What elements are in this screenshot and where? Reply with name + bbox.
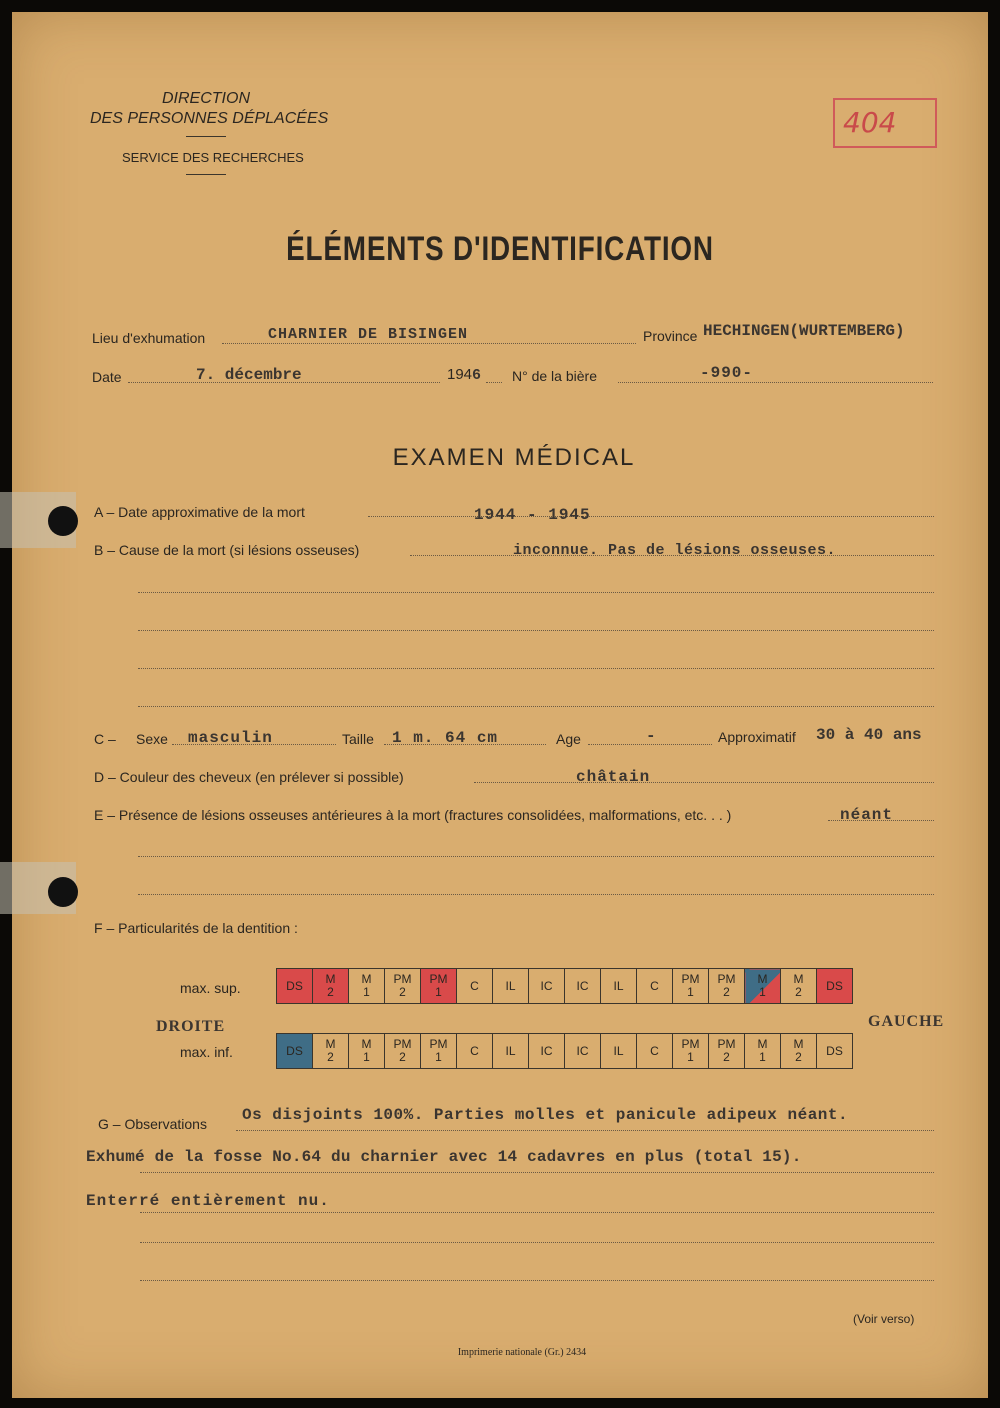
tooth-code: DS — [286, 1043, 303, 1058]
upper-tooth-cell — [457, 969, 493, 1004]
tooth-code: DS — [286, 978, 303, 993]
date-year-printed: 194 — [447, 366, 473, 383]
tooth-code: C — [650, 1043, 659, 1058]
biere-label: N° de la bière — [512, 368, 597, 384]
date-year-typed: 6 — [472, 367, 482, 384]
lower-tooth-cell — [277, 1034, 313, 1069]
lower-tooth-cell — [745, 1034, 781, 1069]
g-label: G – Observations — [98, 1116, 207, 1132]
b-value: inconnue. Pas de lésions osseuses. — [513, 542, 837, 559]
lower-tooth-cell — [493, 1034, 529, 1069]
date-year — [447, 366, 481, 384]
tooth-code: M — [361, 972, 372, 986]
taille-value: 1 m. 64 cm — [392, 729, 499, 747]
lower-tooth-cell — [673, 1034, 709, 1069]
lower-tooth-cell — [637, 1034, 673, 1069]
b-line-2 — [138, 592, 934, 593]
tooth-code: M — [757, 1037, 768, 1051]
tooth-code: C — [470, 1043, 479, 1058]
form-sheet — [12, 12, 988, 1398]
e-line-2 — [138, 856, 934, 857]
b-label: B – Cause de la mort (si lésions osseuses) — [94, 542, 360, 558]
upper-tooth-cell — [673, 969, 709, 1004]
upper-tooth-cell — [601, 969, 637, 1004]
upper-tooth-cell — [421, 969, 457, 1004]
file-number: 404 — [843, 106, 897, 139]
f-label: F – Particularités de la dentition : — [94, 920, 298, 936]
d-value: châtain — [576, 768, 651, 786]
tooth-code: DS — [826, 1043, 843, 1058]
header-rule-2 — [186, 174, 226, 175]
tooth-code: PM — [393, 1037, 412, 1051]
g-dotline-4 — [140, 1242, 934, 1243]
date-label: Date — [92, 369, 122, 385]
printer-note: Imprimerie nationale (Gr.) 2434 — [457, 1347, 587, 1358]
lower-tooth-cell — [781, 1034, 817, 1069]
d-label: D – Couleur des cheveux (en prélever si possible) — [94, 769, 404, 785]
sexe-value: masculin — [188, 729, 273, 747]
section-title: EXAMEN MÉDICAL — [392, 444, 636, 471]
lieu-label: Lieu d'exhumation — [92, 330, 206, 346]
e-label: E – Présence de lésions osseuses antérieures à la mort (fractures consolidées, malformations, etc. . . ) — [94, 807, 732, 823]
dental-chart-lower — [276, 1033, 853, 1069]
upper-tooth-cell — [313, 969, 349, 1004]
dental-chart-upper — [276, 968, 853, 1004]
age-label: Age — [556, 731, 581, 747]
tooth-code: M — [325, 1037, 336, 1051]
tooth-code: IC — [576, 1043, 589, 1058]
punch-hole-top — [48, 506, 78, 536]
observation-line-2: Exhumé de la fosse No.64 du charnier avec 14 cadavres en plus (total 15). — [86, 1148, 802, 1166]
a-label: A – Date approximative de la mort — [94, 504, 305, 520]
tooth-number: 2 — [327, 985, 334, 999]
e-value: néant — [840, 806, 894, 824]
age-value: - — [646, 727, 657, 745]
upper-tooth-cell — [493, 969, 529, 1004]
lieu-value: CHARNIER DE BISINGEN — [268, 326, 469, 343]
taille-label: Taille — [342, 731, 374, 747]
tooth-number: 1 — [363, 1050, 370, 1064]
org-line-1: DIRECTION — [162, 90, 250, 107]
biere-value: -990- — [700, 364, 754, 382]
upper-tooth-cell — [385, 969, 421, 1004]
tooth-number: 2 — [795, 985, 802, 999]
lower-tooth-cell — [385, 1034, 421, 1069]
lower-tooth-cell — [529, 1034, 565, 1069]
a-dotline — [368, 516, 934, 517]
g-dotline-5 — [140, 1280, 934, 1281]
voir-verso: (Voir verso) — [853, 1312, 915, 1326]
upper-tooth-cell — [781, 969, 817, 1004]
lower-tooth-cell — [565, 1034, 601, 1069]
b-line-3 — [138, 630, 934, 631]
tooth-code: PM — [717, 972, 736, 986]
tooth-code: PM — [717, 1037, 736, 1051]
tooth-number: 1 — [435, 1050, 442, 1064]
tooth-code: C — [470, 978, 479, 993]
lower-tooth-cell — [421, 1034, 457, 1069]
tooth-code: IL — [505, 1043, 516, 1058]
max-sup-label: max. sup. — [180, 980, 241, 996]
lower-tooth-cell — [709, 1034, 745, 1069]
tooth-number: 2 — [327, 1050, 334, 1064]
g-dotline-3 — [140, 1212, 934, 1213]
g-dotline-1 — [236, 1130, 934, 1131]
tooth-code: M — [361, 1037, 372, 1051]
g-dotline-2 — [140, 1172, 934, 1173]
tooth-code: IC — [540, 1043, 553, 1058]
header-rule-1 — [186, 136, 226, 137]
b-line-5 — [138, 706, 934, 707]
tooth-number: 1 — [687, 985, 694, 999]
tooth-number: 2 — [795, 1050, 802, 1064]
lower-tooth-cell — [349, 1034, 385, 1069]
droite-label: DROITE — [156, 1018, 226, 1035]
tooth-number: 1 — [687, 1050, 694, 1064]
tooth-code: IC — [576, 978, 589, 993]
province-value: HECHINGEN(WURTEMBERG) — [703, 322, 905, 340]
tooth-code: IC — [540, 978, 553, 993]
lower-tooth-cell — [457, 1034, 493, 1069]
gauche-label: GAUCHE — [868, 1013, 945, 1030]
observation-line-1: Os disjoints 100%. Parties molles et panicule adipeux néant. — [242, 1106, 849, 1124]
c-letter: C – — [94, 731, 116, 747]
tooth-number: 1 — [435, 985, 442, 999]
upper-tooth-cell — [277, 969, 313, 1004]
org-line-2: DES PERSONNES DÉPLACÉES — [90, 110, 329, 127]
lower-tooth-cell — [601, 1034, 637, 1069]
tooth-code: IL — [613, 1043, 624, 1058]
tooth-number: 2 — [723, 1050, 730, 1064]
lieu-dotline — [222, 343, 636, 344]
upper-tooth-cell — [529, 969, 565, 1004]
approx-value: 30 à 40 ans — [816, 726, 922, 744]
tooth-code: M — [757, 972, 768, 986]
tooth-code: C — [650, 978, 659, 993]
tooth-code: M — [793, 1037, 804, 1051]
page-title: ÉLÉMENTS D'IDENTIFICATION — [286, 230, 714, 268]
observation-line-3: Enterré entièrement nu. — [86, 1192, 330, 1210]
tooth-number: 1 — [759, 1050, 766, 1064]
date-value: 7. décembre — [196, 366, 302, 384]
province-label: Province — [643, 328, 698, 344]
tooth-code: PM — [429, 972, 448, 986]
tooth-code: DS — [826, 978, 843, 993]
tooth-number: 2 — [399, 1050, 406, 1064]
tooth-number: 1 — [759, 985, 766, 999]
upper-tooth-cell — [349, 969, 385, 1004]
lower-tooth-cell — [817, 1034, 853, 1069]
e-line-3 — [138, 894, 934, 895]
service-line: SERVICE DES RECHERCHES — [122, 150, 304, 165]
tooth-code: M — [793, 972, 804, 986]
a-value: 1944 - 1945 — [474, 506, 591, 524]
upper-tooth-cell — [709, 969, 745, 1004]
b-line-4 — [138, 668, 934, 669]
punch-hole-bottom — [48, 877, 78, 907]
d-dotline — [474, 782, 934, 783]
lower-tooth-cell — [313, 1034, 349, 1069]
tooth-code: IL — [613, 978, 624, 993]
sexe-label: Sexe — [136, 731, 168, 747]
year-dotline — [486, 382, 502, 383]
tooth-code: PM — [429, 1037, 448, 1051]
upper-tooth-cell — [637, 969, 673, 1004]
tooth-code: PM — [681, 1037, 700, 1051]
tooth-number: 2 — [399, 985, 406, 999]
upper-tooth-cell — [745, 969, 781, 1004]
biere-dotline — [618, 382, 933, 383]
tooth-code: PM — [681, 972, 700, 986]
tooth-number: 1 — [363, 985, 370, 999]
approx-label: Approximatif — [718, 729, 796, 745]
tooth-code: M — [325, 972, 336, 986]
max-inf-label: max. inf. — [180, 1044, 233, 1060]
tooth-number: 2 — [723, 985, 730, 999]
upper-tooth-cell — [565, 969, 601, 1004]
tooth-code: PM — [393, 972, 412, 986]
tooth-code: IL — [505, 978, 516, 993]
upper-tooth-cell — [817, 969, 853, 1004]
